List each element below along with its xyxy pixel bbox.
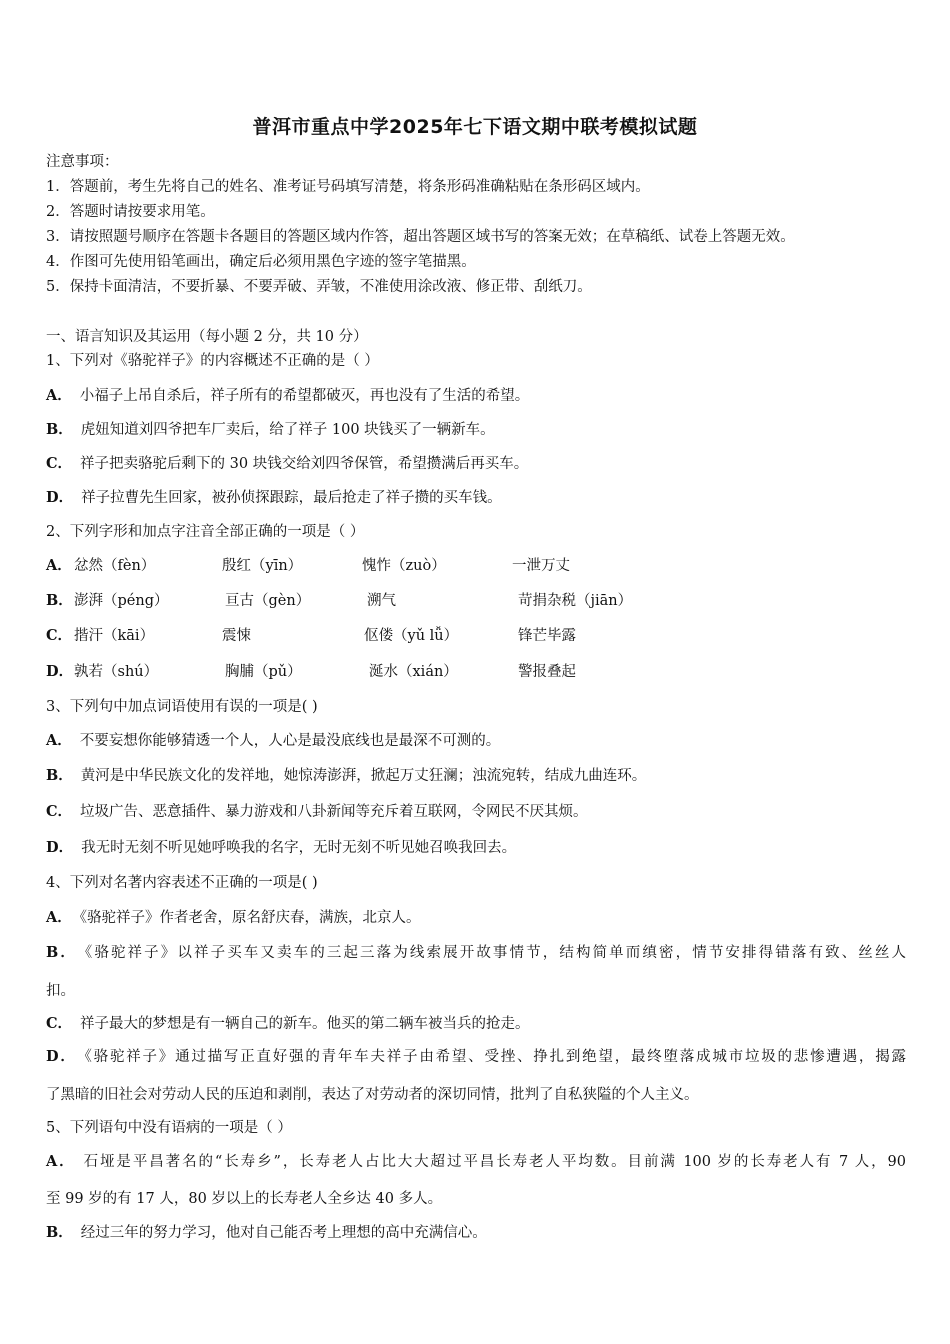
q2-cell: 揩汗（kāi） [74,628,155,644]
q2-cell: 殷红（yīn） [222,558,303,574]
question-1-stem: 1、下列对《骆驼祥子》的内容概述不正确的是（ ） [46,353,379,369]
section-heading: 一、语言知识及其运用（每小题 2 分，共 10 分） [46,329,368,345]
question-3-stem: 3、下列句中加点词语使用有误的一项是( ) [46,699,318,715]
q2-cell: 孰若（shú） [74,664,159,680]
q2-cell: 伛偻（yǔ lǚ） [364,628,459,644]
question-4-stem: 4、下列对名著内容表述不正确的一项是( ) [46,875,318,891]
q2-cell: 涎水（xián） [369,664,458,680]
q3-option-b: B． 黄河是中华民族文化的发祥地，她惊涛澎湃，掀起万丈狂澜；浊流宛转，结成九曲连环。 [46,767,647,784]
page-title: 普洱市重点中学2025年七下语文期中联考模拟试题 [252,116,698,138]
q2-cell: 锋芒毕露 [518,628,576,644]
question-2-stem: 2、下列字形和加点字注音全部正确的一项是（ ） [46,524,365,540]
q2-cell: 忿然（fèn） [74,558,156,574]
q2-row-b-label: B． [46,592,73,609]
notice-heading: 注意事项： [46,154,119,170]
q2-cell: 亘古（gèn） [225,593,311,609]
q2-row-d-label: D． [46,663,74,680]
q1-option-c: C． 祥子把卖骆驼后剩下的 30 块钱交给刘四爷保管，希望攒满后再买车。 [46,455,529,472]
q2-cell: 苛捐杂税（jiān） [518,593,633,609]
notice-item: 5．保持卡面清洁，不要折暴、不要弄破、弄皱，不准使用涂改液、修正带、刮纸刀。 [46,279,592,295]
q1-option-a: A． 小福子上吊自杀后，祥子所有的希望都破灭，再也没有了生活的希望。 [46,387,530,404]
q2-cell: 一泄万丈 [512,558,570,574]
q4-option-d: D． 《骆驼祥子》通过描写正直好强的青年车夫祥子由希望、受挫、挣扎到绝望，最终堕落成城市垃圾的悲惨遭遇，揭露 [46,1048,906,1065]
q2-cell: 警报叠起 [518,664,576,680]
q4-option-d-cont: 了黑暗的旧社会对劳动人民的压迫和剥削，表达了对劳动者的深切同情，批判了自私狭隘的个人主义。 [46,1087,699,1103]
q2-cell: 愧怍（zuò） [362,558,446,574]
q4-option-b-cont: 扣。 [46,983,75,999]
q1-option-d: D． 祥子拉曹先生回家，被孙侦探跟踪，最后抢走了祥子攒的买车钱。 [46,489,502,506]
q5-option-b: B． 经过三年的努力学习，他对自己能否考上理想的高中充满信心。 [46,1224,487,1241]
q2-row-a-label: A． [46,557,72,574]
notice-item: 2．答题时请按要求用笔。 [46,204,215,220]
q1-option-b: B． 虎妞知道刘四爷把车厂卖后，给了祥子 100 块钱买了一辆新车。 [46,421,495,438]
q2-row-c-label: C． [46,627,73,644]
q3-option-c: C． 垃圾广告、恶意插件、暴力游戏和八卦新闻等充斥着互联网，令网民不厌其烦。 [46,803,588,820]
q4-option-c: C． 祥子最大的梦想是有一辆自己的新车。他买的第二辆车被当兵的抢走。 [46,1015,530,1032]
notice-item: 3．请按照题号顺序在答题卡各题目的答题区域内作答，超出答题区域书写的答案无效；在草稿纸、试卷上答题无效。 [46,229,795,245]
q3-option-a: A． 不要妄想你能够猜透一个人，人心是最没底线也是最深不可测的。 [46,732,501,749]
question-5-stem: 5、下列语句中没有语病的一项是（ ） [46,1120,292,1136]
q2-cell: 溯气 [367,593,396,609]
q4-option-a: A． 《骆驼祥子》作者老舍，原名舒庆春，满族，北京人。 [46,909,421,926]
notice-item: 1．答题前，考生先将自己的姓名、准考证号码填写清楚，将条形码准确粘贴在条形码区域内。 [46,179,650,195]
q2-cell: 震悚 [222,628,251,644]
q5-option-a-cont: 至 99 岁的有 17 人，80 岁以上的长寿老人全乡达 40 多人。 [46,1191,443,1207]
notice-item: 4．作图可先使用铅笔画出，确定后必须用黑色字迹的签字笔描黑。 [46,254,476,270]
q2-cell: 胸脯（pǔ） [225,664,302,680]
q2-cell: 澎湃（péng） [74,593,169,609]
q3-option-d: D． 我无时无刻不听见她呼唤我的名字，无时无刻不听见她召唤我回去。 [46,839,517,856]
q5-option-a: A． 石垭是平昌著名的“长寿乡”，长寿老人占比大大超过平昌长寿老人平均数。目前满 100 岁的长寿老人有 7 人，90 [46,1153,906,1170]
q4-option-b: B． 《骆驼祥子》以祥子买车又卖车的三起三落为线索展开故事情节，结构简单而缜密，情节安排得错落有致、丝丝人 [46,944,906,961]
